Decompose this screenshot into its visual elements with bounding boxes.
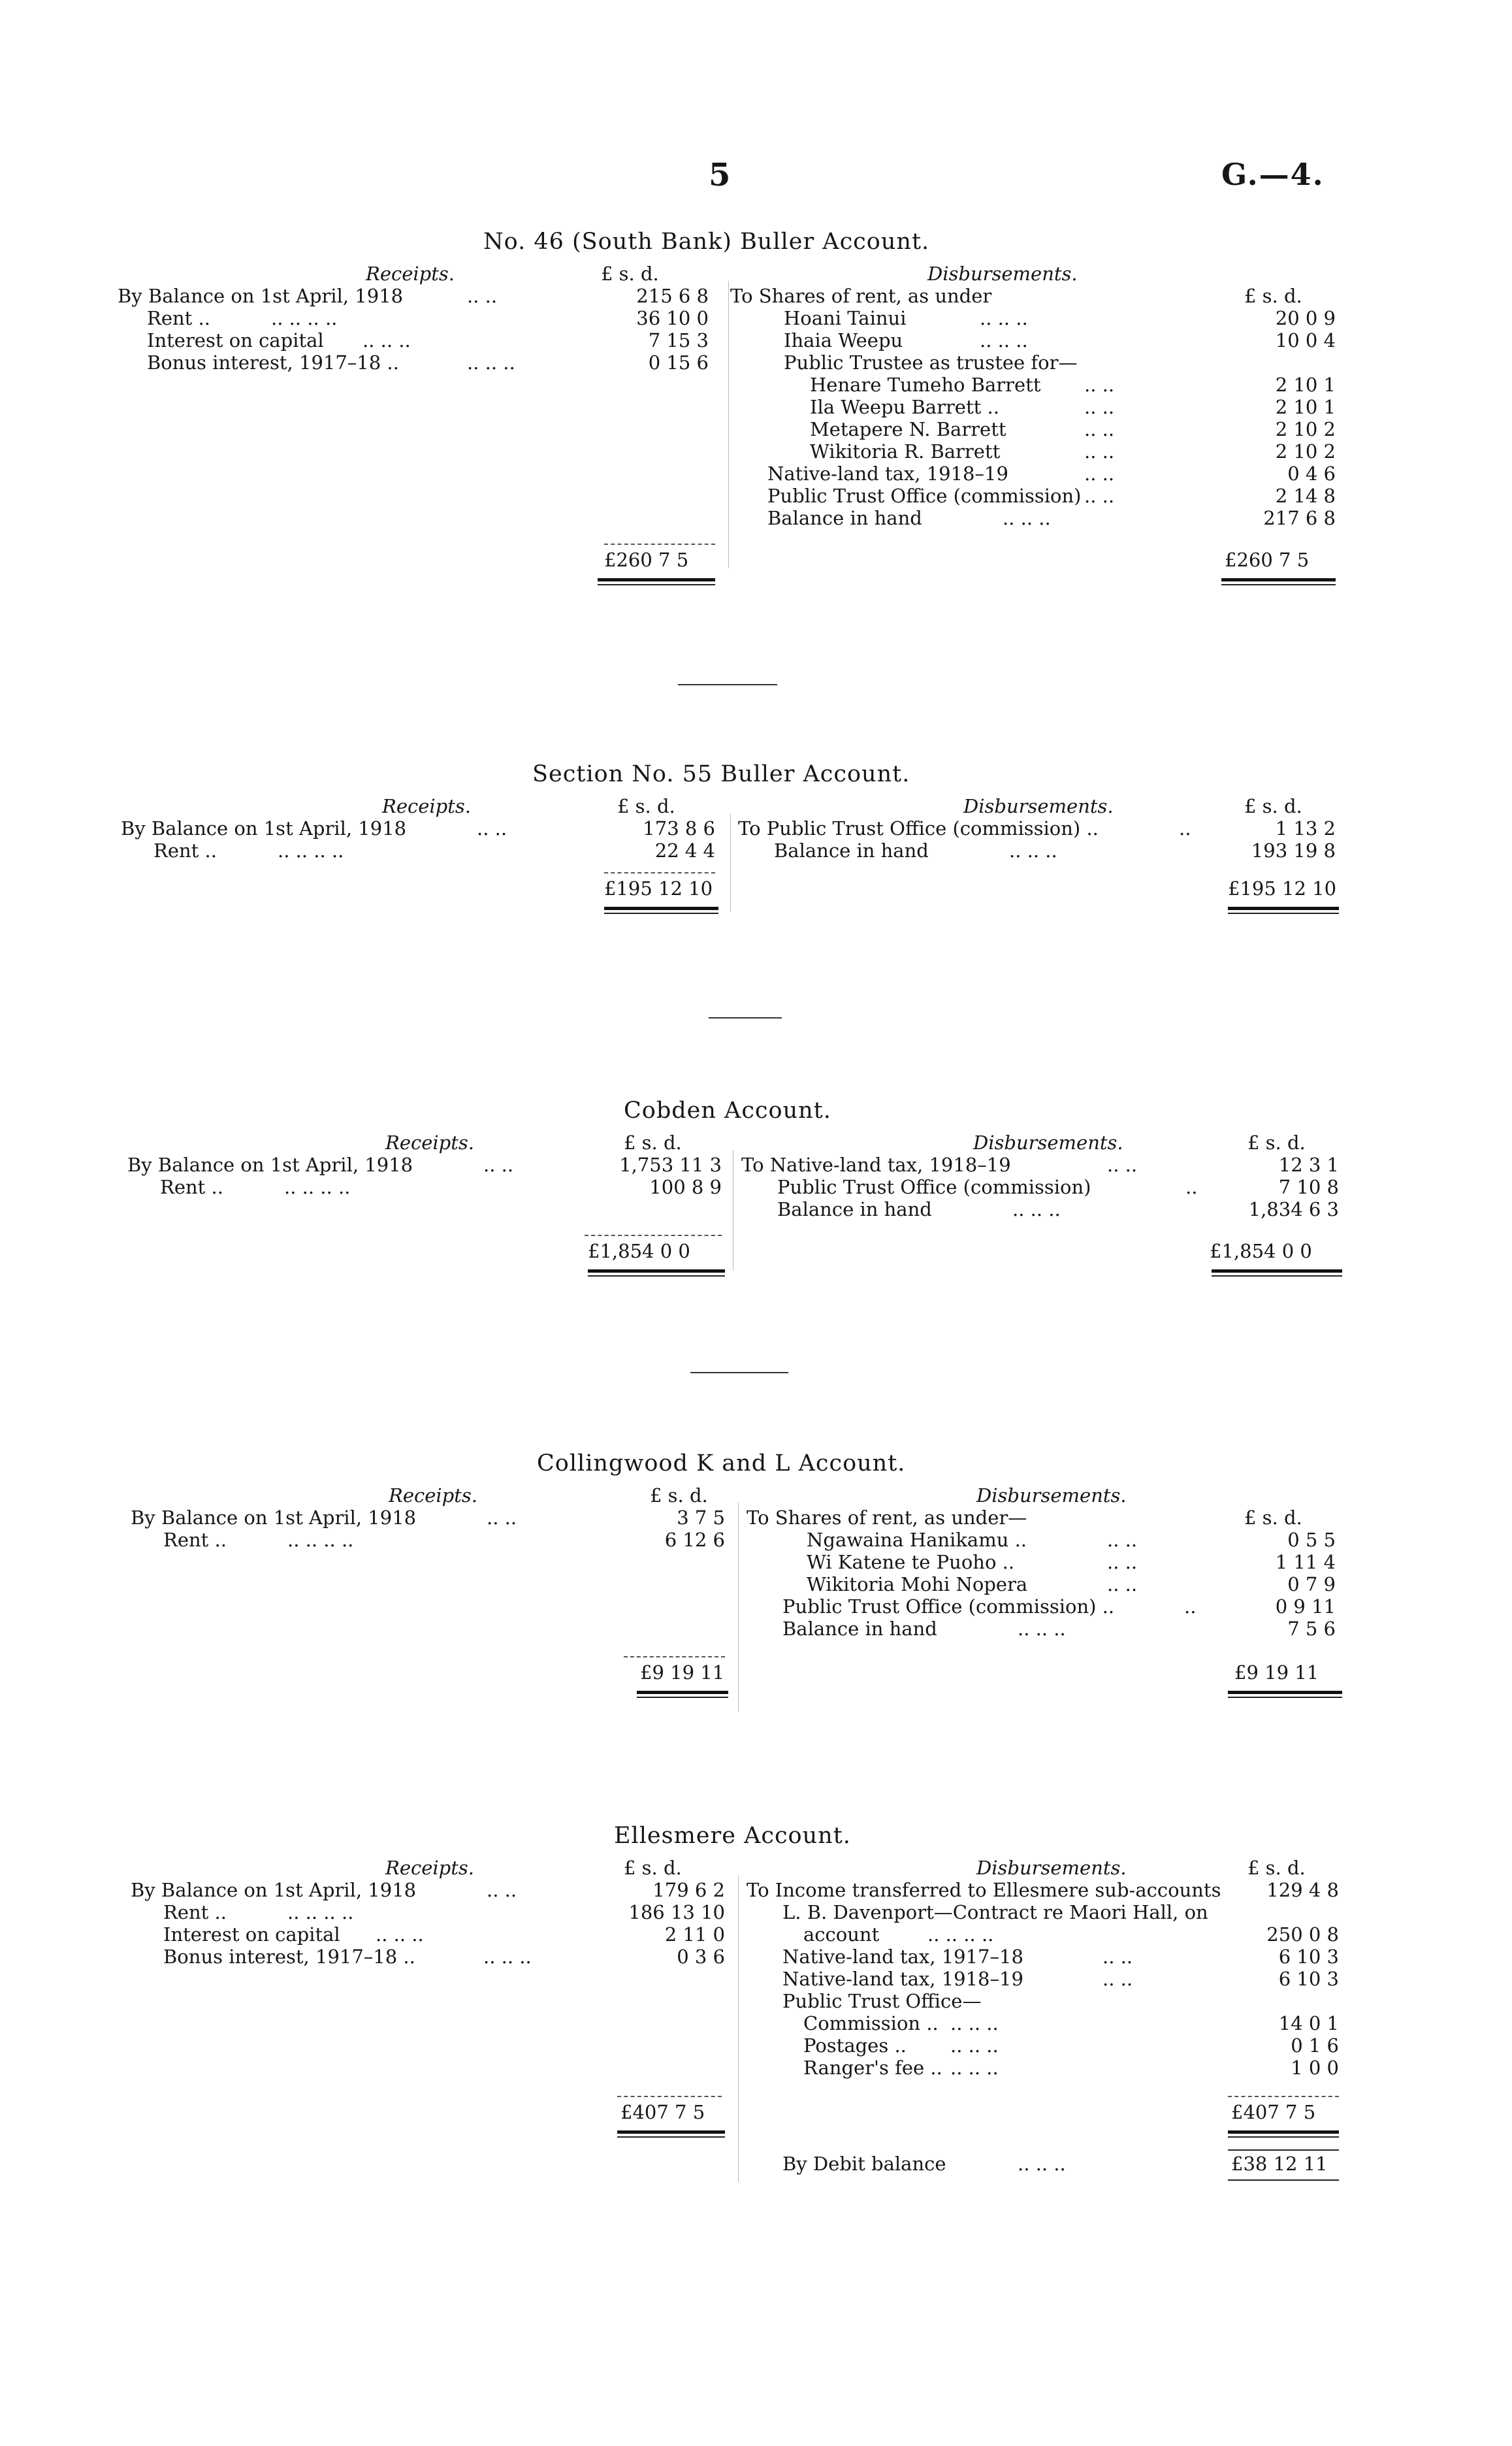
receipts-total: £407 7 5	[620, 2101, 705, 2123]
receipts-heading: Receipts.	[366, 263, 455, 285]
disbursement-label: Balance in hand	[777, 1198, 932, 1220]
leader-dots: .. .. .. ..	[271, 307, 338, 329]
leader-dots: .. .. ..	[980, 329, 1028, 351]
total-double-rule	[1228, 2130, 1339, 2134]
disbursement-label: Public Trust Office (commission)	[767, 485, 1082, 507]
leader-dots: .. .. ..	[950, 2057, 999, 2079]
currency-heading: £ s. d.	[624, 1132, 682, 1154]
section-separator	[678, 684, 777, 685]
total-double-rule	[617, 2136, 725, 2138]
sum-rule	[1228, 2096, 1339, 2097]
debit-balance-amount: £38 12 11	[1231, 2153, 1328, 2175]
disbursement-label: Native-land tax, 1918–19	[782, 1968, 1023, 1990]
disbursement-label: Native-land tax, 1917–18	[782, 1946, 1023, 1968]
disbursement-amount: 0 7 9	[1287, 1573, 1336, 1595]
disbursement-label: Public Trustee as trustee for—	[784, 351, 1078, 374]
column-divider	[738, 1503, 739, 1712]
receipt-amount: 173 8 6	[643, 817, 715, 840]
receipts-total: £1,854 0 0	[588, 1240, 690, 1262]
disbursement-label: Native-land tax, 1918–19	[767, 463, 1008, 485]
disbursement-label: Public Trust Office (commission)	[777, 1176, 1091, 1198]
receipt-amount: 179 6 2	[652, 1879, 725, 1901]
disbursement-label: account	[803, 1923, 880, 1946]
leader-dots: ..	[1179, 817, 1191, 840]
disbursement-amount: 6 10 3	[1278, 1968, 1339, 1990]
currency-heading: £ s. d.	[650, 1484, 708, 1507]
receipts-heading: Receipts.	[385, 1132, 474, 1154]
total-double-rule	[1228, 913, 1339, 914]
leader-dots: .. ..	[1107, 1573, 1138, 1595]
account-title: Cobden Account.	[624, 1098, 831, 1124]
total-double-rule	[604, 907, 718, 910]
disbursement-amount: 1 11 4	[1275, 1551, 1336, 1573]
disbursement-amount: 0 4 6	[1287, 463, 1336, 485]
currency-heading: £ s. d.	[601, 263, 659, 285]
receipt-amount: 6 12 6	[664, 1529, 725, 1551]
receipt-label: Rent ..	[163, 1529, 227, 1551]
sum-rule	[604, 544, 715, 545]
account-collingwood	[0, 1450, 1512, 1712]
page-number: 5	[709, 157, 731, 193]
currency-heading: £ s. d.	[1244, 795, 1302, 817]
disbursement-label: To Shares of rent, as under—	[747, 1507, 1027, 1529]
total-double-rule	[1221, 578, 1336, 581]
leader-dots: .. .. ..	[376, 1923, 424, 1946]
disbursements-total: £195 12 10	[1228, 877, 1337, 900]
receipt-label: By Balance on 1st April, 1918	[121, 817, 407, 840]
disbursement-label: Postages ..	[803, 2034, 907, 2057]
disbursements-heading: Disbursements.	[976, 1484, 1127, 1507]
section-separator	[690, 1372, 788, 1373]
leader-dots: .. .. ..	[1018, 2153, 1066, 2175]
total-double-rule	[604, 913, 718, 914]
receipts-total: £195 12 10	[604, 877, 713, 900]
disbursement-label: Balance in hand	[782, 1618, 937, 1640]
receipt-label: By Balance on 1st April, 1918	[131, 1879, 417, 1901]
disbursement-label: Ihaia Weepu	[784, 329, 903, 351]
leader-dots: ..	[1185, 1176, 1198, 1198]
account-section-55	[0, 761, 1512, 944]
disbursements-total: £407 7 5	[1231, 2101, 1316, 2123]
disbursement-label: Henare Tumeho Barrett	[810, 374, 1041, 396]
receipt-label: Rent ..	[160, 1176, 223, 1198]
currency-heading: £ s. d.	[624, 1857, 682, 1879]
disbursement-amount: 7 10 8	[1278, 1176, 1339, 1198]
disbursement-amount: 0 1 6	[1291, 2034, 1339, 2057]
disbursement-label: Commission ..	[803, 2012, 939, 2034]
disbursement-label: To Shares of rent, as under	[730, 285, 992, 307]
leader-dots: .. ..	[1084, 485, 1115, 507]
account-title: Collingwood K and L Account.	[537, 1450, 906, 1476]
leader-dots: .. .. .. ..	[287, 1901, 354, 1923]
receipt-amount: 36 10 0	[636, 307, 709, 329]
sum-rule	[585, 1235, 722, 1236]
disbursement-amount: 1 13 2	[1275, 817, 1336, 840]
leader-dots: .. .. ..	[950, 2034, 999, 2057]
receipt-label: Rent ..	[163, 1901, 227, 1923]
disbursements-total: £260 7 5	[1225, 549, 1310, 571]
disbursement-amount: 250 0 8	[1266, 1923, 1339, 1946]
total-double-rule	[637, 1697, 728, 1698]
leader-dots: .. ..	[487, 1507, 517, 1529]
leader-dots: .. .. ..	[467, 351, 515, 374]
leader-dots: .. ..	[1084, 440, 1115, 463]
section-separator	[709, 1017, 782, 1019]
disbursement-amount: 129 4 8	[1266, 1879, 1339, 1901]
leader-dots: .. .. ..	[483, 1946, 532, 1968]
total-double-rule	[1221, 584, 1336, 585]
leader-dots: .. .. ..	[1009, 840, 1057, 862]
leader-dots: .. ..	[1084, 418, 1115, 440]
total-double-rule	[598, 578, 715, 581]
leader-dots: .. ..	[1084, 374, 1115, 396]
total-double-rule	[637, 1691, 728, 1694]
receipt-label: By Balance on 1st April, 1918	[118, 285, 404, 307]
leader-dots: .. ..	[1107, 1154, 1138, 1176]
disbursement-amount: 7 5 6	[1287, 1618, 1336, 1640]
disbursements-total: £1,854 0 0	[1210, 1240, 1312, 1262]
receipt-amount: 100 8 9	[649, 1176, 722, 1198]
receipt-amount: 0 3 6	[677, 1946, 725, 1968]
disbursement-amount: 14 0 1	[1278, 2012, 1339, 2034]
disbursement-label: Wi Katene te Puoho ..	[807, 1551, 1015, 1573]
disbursements-heading: Disbursements.	[973, 1132, 1123, 1154]
receipt-label: Rent ..	[147, 307, 210, 329]
receipt-amount: 1,753 11 3	[619, 1154, 722, 1176]
receipt-amount: 0 15 6	[648, 351, 709, 374]
account-ellesmere	[0, 1823, 1512, 2215]
column-divider	[738, 1875, 739, 2182]
sum-rule	[624, 1656, 725, 1657]
account-south-bank	[0, 229, 1512, 608]
account-cobden	[0, 1098, 1512, 1294]
disbursement-label: Balance in hand	[774, 840, 929, 862]
receipt-label: By Balance on 1st April, 1918	[131, 1507, 417, 1529]
total-double-rule	[588, 1275, 725, 1277]
disbursement-label: L. B. Davenport—Contract re Maori Hall, on	[782, 1901, 1208, 1923]
leader-dots: .. ..	[1107, 1551, 1138, 1573]
disbursement-amount: 0 5 5	[1287, 1529, 1336, 1551]
disbursement-amount: 6 10 3	[1278, 1946, 1339, 1968]
disbursements-total: £9 19 11	[1234, 1661, 1319, 1684]
leader-dots: .. ..	[477, 817, 507, 840]
total-double-rule	[1212, 1275, 1342, 1277]
disbursement-amount: 1 0 0	[1291, 2057, 1339, 2079]
leader-dots: .. .. ..	[980, 307, 1028, 329]
leader-dots: ..	[1184, 1595, 1197, 1618]
disbursement-amount: 2 14 8	[1275, 485, 1336, 507]
receipt-amount: 22 4 4	[654, 840, 715, 862]
disbursement-amount: 20 0 9	[1275, 307, 1336, 329]
disbursement-label: Public Trust Office (commission) ..	[782, 1595, 1115, 1618]
currency-heading: £ s. d.	[1247, 1857, 1306, 1879]
disbursement-label: Ila Weepu Barrett ..	[810, 396, 999, 418]
disbursement-amount: 10 0 4	[1275, 329, 1336, 351]
receipt-amount: 7 15 3	[648, 329, 709, 351]
receipts-heading: Receipts.	[389, 1484, 477, 1507]
leader-dots: .. ..	[1102, 1968, 1133, 1990]
sum-rule	[617, 2096, 722, 2097]
disbursement-amount: 12 3 1	[1278, 1154, 1339, 1176]
disbursement-amount: 2 10 1	[1275, 396, 1336, 418]
disbursement-amount: 2 10 2	[1275, 418, 1336, 440]
currency-heading: £ s. d.	[617, 795, 675, 817]
total-double-rule	[617, 2130, 725, 2134]
leader-dots: .. .. ..	[950, 2012, 999, 2034]
sheet-reference: G.—4.	[1221, 157, 1325, 192]
currency-heading: £ s. d.	[1244, 1507, 1302, 1529]
receipt-label: Bonus interest, 1917–18 ..	[147, 351, 399, 374]
receipts-heading: Receipts.	[382, 795, 471, 817]
receipts-heading: Receipts.	[385, 1857, 474, 1879]
total-double-rule	[1228, 1697, 1342, 1698]
disbursement-label: Balance in hand	[767, 507, 922, 529]
column-divider	[728, 281, 729, 568]
disbursement-amount: 2 10 2	[1275, 440, 1336, 463]
leader-dots: .. .. ..	[1003, 507, 1051, 529]
leader-dots: .. ..	[1084, 396, 1115, 418]
total-double-rule	[1228, 2136, 1339, 2138]
leader-dots: .. .. .. ..	[927, 1923, 994, 1946]
total-double-rule	[1228, 907, 1339, 910]
account-title: Section No. 55 Buller Account.	[532, 761, 910, 787]
receipts-total: £260 7 5	[604, 549, 689, 571]
receipt-label: By Balance on 1st April, 1918	[127, 1154, 413, 1176]
receipt-label: Interest on capital	[147, 329, 324, 351]
disbursements-heading: Disbursements.	[927, 263, 1078, 285]
leader-dots: .. ..	[487, 1879, 517, 1901]
debit-box-bottom	[1228, 2179, 1339, 2181]
disbursement-label: Metapere N. Barrett	[810, 418, 1006, 440]
receipt-label: Rent ..	[153, 840, 217, 862]
debit-balance-label: By Debit balance	[782, 2153, 946, 2175]
receipt-label: Interest on capital	[163, 1923, 340, 1946]
leader-dots: .. ..	[1084, 463, 1115, 485]
disbursement-label: To Native-land tax, 1918–19	[741, 1154, 1011, 1176]
total-double-rule	[1228, 1691, 1342, 1694]
disbursement-amount: 2 10 1	[1275, 374, 1336, 396]
leader-dots: .. .. .. ..	[287, 1529, 354, 1551]
column-divider	[730, 813, 731, 911]
receipt-amount: 186 13 10	[628, 1901, 725, 1923]
receipt-amount: 215 6 8	[636, 285, 709, 307]
account-title: No. 46 (South Bank) Buller Account.	[483, 229, 930, 255]
total-double-rule	[1212, 1269, 1342, 1273]
leader-dots: .. .. .. ..	[284, 1176, 351, 1198]
disbursement-label: Wikitoria R. Barrett	[810, 440, 1001, 463]
disbursement-amount: 217 6 8	[1263, 507, 1336, 529]
disbursement-label: To Income transferred to Ellesmere sub-accounts	[747, 1879, 1221, 1901]
receipt-amount: 2 11 0	[664, 1923, 725, 1946]
receipts-total: £9 19 11	[640, 1661, 725, 1684]
account-title: Ellesmere Account.	[614, 1823, 851, 1849]
leader-dots: .. ..	[467, 285, 498, 307]
leader-dots: .. .. ..	[1018, 1618, 1066, 1640]
sum-rule	[604, 872, 715, 873]
leader-dots: .. ..	[483, 1154, 514, 1176]
disbursement-label: To Public Trust Office (commission) ..	[738, 817, 1099, 840]
leader-dots: .. .. .. ..	[278, 840, 344, 862]
disbursement-label: Ranger's fee ..	[803, 2057, 942, 2079]
currency-heading: £ s. d.	[1244, 285, 1302, 307]
leader-dots: .. ..	[1102, 1946, 1133, 1968]
currency-heading: £ s. d.	[1247, 1132, 1306, 1154]
receipt-amount: 3 7 5	[677, 1507, 725, 1529]
disbursement-label: Wikitoria Mohi Nopera	[807, 1573, 1028, 1595]
leader-dots: .. ..	[1107, 1529, 1138, 1551]
total-double-rule	[588, 1269, 725, 1273]
leader-dots: .. .. ..	[1012, 1198, 1061, 1220]
disbursement-label: Ngawaina Hanikamu ..	[807, 1529, 1027, 1551]
disbursement-amount: 193 19 8	[1251, 840, 1336, 862]
disbursements-heading: Disbursements.	[976, 1857, 1127, 1879]
disbursement-amount: 0 9 11	[1275, 1595, 1336, 1618]
receipt-label: Bonus interest, 1917–18 ..	[163, 1946, 415, 1968]
disbursement-amount: 1,834 6 3	[1248, 1198, 1339, 1220]
disbursement-label: Public Trust Office—	[782, 1990, 982, 2012]
debit-box-top	[1228, 2149, 1339, 2151]
disbursement-label: Hoani Tainui	[784, 307, 907, 329]
total-double-rule	[598, 584, 715, 585]
disbursements-heading: Disbursements.	[963, 795, 1114, 817]
leader-dots: .. .. ..	[362, 329, 411, 351]
